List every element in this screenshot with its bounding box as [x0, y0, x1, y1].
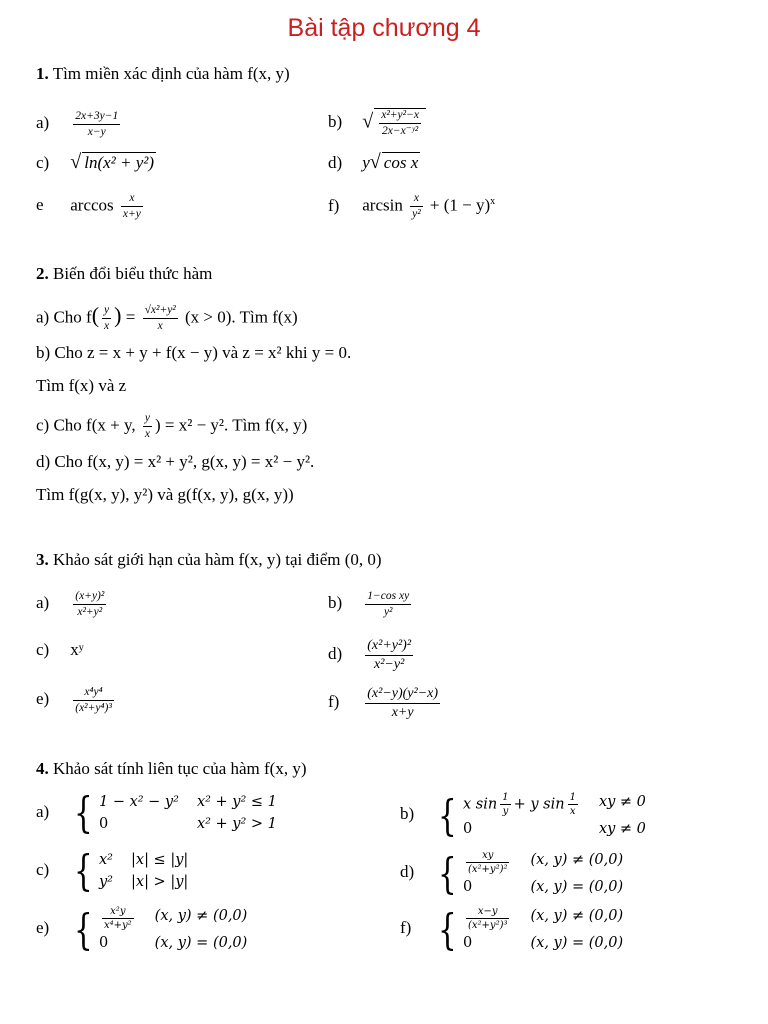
brace-icon: { [438, 904, 457, 954]
factor: y [362, 153, 370, 172]
section-number: 1. [36, 64, 49, 83]
item-label: c) [36, 859, 50, 879]
item-label: e) [36, 918, 50, 938]
s4-item-c [36, 846, 189, 895]
s2-item-b1: b) Cho z = x + y + f(x − y) và z = x² khi y = 0. [36, 343, 352, 362]
s2-item-b2: Tìm f(x) và z [36, 376, 127, 395]
section-heading-text: Khảo sát tính liên tục của hàm f(x, y) [53, 759, 307, 778]
s1-item-d [328, 152, 420, 173]
exponent: x [490, 196, 496, 207]
piecewise: { 1 − x² − y² x² + y² ≤ 1 0 x² + y² > 1 [74, 788, 277, 837]
statement: ) = x² − y². Tìm f(x, y) [154, 415, 308, 435]
item-label: f) [400, 918, 412, 938]
statement: (x > 0). Tìm f(x) [185, 307, 298, 327]
fraction: $\frac{y}{x}$ [104, 304, 110, 332]
statement: c) Cho f(x + y, [36, 415, 136, 435]
item-label: a) [36, 593, 50, 613]
s2-item-c [36, 412, 307, 441]
item-label: a) [36, 801, 50, 821]
fraction: $\frac{\text{x⁴y⁴}}{\text{(x²+y⁴)³}}$ [75, 686, 112, 714]
s1-item-a [36, 110, 123, 139]
radicand: cos x [383, 153, 419, 172]
item-label: c) [36, 153, 50, 172]
item-label: b) [328, 112, 343, 132]
equals: = [125, 307, 136, 327]
page-title: Bài tập chương 4 [287, 14, 481, 42]
statement: a) Cho f [36, 307, 92, 327]
s4-item-e [36, 906, 247, 953]
s2-item-a: a) Cho f( $\frac{y}{x}$ ) = $\frac{\text{√x²+y²}}{x}$ (x > 0). Tìm f(x) [36, 302, 298, 332]
item-label: f) [328, 692, 340, 712]
item-label: d) [328, 644, 343, 664]
sqrt-icon: √ [362, 110, 374, 133]
item-label: d) [328, 153, 343, 172]
section-heading-text: Biến đổi biểu thức hàm [53, 264, 213, 283]
s4-item-b [400, 792, 646, 839]
s3-item-d [328, 638, 416, 673]
fraction: $\frac{2x+3y-1}{x-y}$ [75, 110, 119, 138]
section-number: 4. [36, 759, 49, 778]
sqrt-icon: √ [70, 151, 82, 173]
item-label: b) [400, 804, 415, 824]
section-3-heading [36, 550, 382, 570]
fraction: $\frac{\text{x²+y²−x}}{\text{2x−x⁻ʸ²}}$ [381, 109, 419, 137]
piecewise: { x² |x| ≤ |y| y² |x| > |y| [74, 846, 189, 895]
section-heading-text: Khảo sát giới hạn của hàm f(x, y) tại điểm (0, 0) [53, 550, 382, 569]
brace-icon: { [438, 848, 457, 898]
s1-item-c [36, 152, 156, 173]
brace-icon: { [74, 846, 93, 895]
piecewise: { $\frac{xy}{\text{(x²+y²)²}}$ (x, y) ≠ (0,0) 0 (x, y) = (0,0) [438, 848, 624, 898]
fraction: $\frac{x}{x+y}$ [122, 192, 141, 220]
s2-item-d2: Tìm f(g(x, y), y²) và g(f(x, y), g(x, y)) [36, 485, 294, 504]
fraction: $\frac{\text{√x²+y²}}{x}$ [144, 304, 176, 332]
section-1-heading [36, 64, 290, 84]
s4-item-a [36, 788, 277, 837]
item-label: c) [36, 640, 50, 659]
sqrt-icon: √ [369, 151, 381, 173]
section-4-heading [36, 759, 307, 779]
s1-item-b [328, 108, 426, 138]
section-heading-text: Tìm miền xác định của hàm f(x, y) [52, 64, 290, 83]
fraction: $\frac{\text{1−cos xy}}{\text{y²}}$ [367, 590, 410, 618]
piecewise: { x sin $\frac{1}{y}$ + y sin $\frac{1}{x}$ xy ≠ 0 0 xy ≠ 0 [438, 790, 646, 840]
section-number: 3. [36, 550, 49, 569]
s3-item-c [36, 640, 84, 660]
fraction: $\frac{y}{x}$ [144, 412, 150, 440]
item-label: a) [36, 113, 50, 133]
function-name: arcsin [362, 195, 403, 215]
s2-item-d1: d) Cho f(x, y) = x² + y², g(x, y) = x² − y². [36, 452, 315, 471]
fraction: $\frac{\text{(x²−y)(y²−x)}}{x+y}$ [367, 686, 439, 720]
item-label: d) [400, 862, 415, 882]
s3-item-b [328, 590, 414, 619]
radicand: ln(x² + y²) [84, 153, 155, 172]
expression: xʸ [70, 640, 84, 659]
brace-icon: { [74, 904, 93, 954]
s1-item-e [36, 192, 146, 221]
piecewise: { $\frac{x-y}{\text{(x²+y²)³}}$ (x, y) ≠ (0,0) 0 (x, y) = (0,0) [438, 904, 624, 954]
piecewise: { $\frac{\text{x²y}}{\text{x⁴+y²}}$ (x, y) ≠ (0,0) 0 (x, y) = (0,0) [74, 904, 248, 954]
s3-item-a [36, 590, 109, 619]
item-label: f) [328, 195, 340, 215]
s3-item-f [328, 686, 443, 721]
fraction: $\frac{x}{\text{y²}}$ [412, 192, 421, 221]
s4-item-d [400, 850, 623, 897]
s3-item-e [36, 686, 117, 715]
fraction: $\frac{\text{(x²+y²)²}}{\text{x²−y²}}$ [367, 638, 412, 672]
item-label: e [36, 195, 44, 215]
s4-item-f [400, 906, 623, 953]
s1-item-f [328, 192, 495, 221]
brace-icon: { [74, 788, 93, 837]
item-label: e) [36, 689, 50, 709]
brace-icon: { [438, 790, 457, 840]
section-number: 2. [36, 264, 49, 283]
expression: + (1 − y) [429, 195, 491, 215]
section-2-heading [36, 264, 212, 284]
fraction: $\frac{\text{(x+y)²}}{\text{x²+y²}}$ [75, 590, 105, 618]
item-label: b) [328, 593, 343, 613]
function-name: arccos [70, 195, 114, 215]
